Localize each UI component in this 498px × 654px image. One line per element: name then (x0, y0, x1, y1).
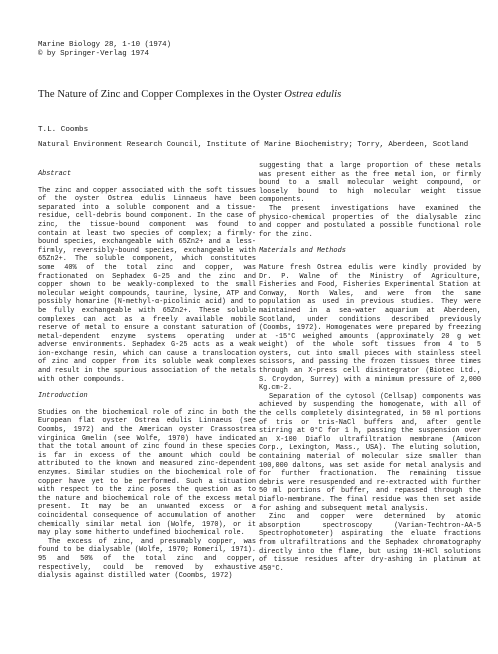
author-name: T.L. Coombs (38, 126, 89, 134)
article-title (38, 89, 341, 100)
journal-citation: Marine Biology 28, 1-10 (1974) (38, 41, 172, 49)
left-column (38, 170, 256, 581)
methods-paragraph-2: Separation of the cytosol (Cellsap) components was achieved by suspending the homogenate, with all of the cells completely disintegrated, in 50 ml portions of tris or tris-NaCl buffers and, after gentle stirring at 0°C for 1 h, passing the suspension over an X-100 Diaflo ultrafiltration membrane (Amicon Corp., Lexington, Mass., USA). The eluting solution, containing material of molecular size smaller than 100,000 daltons, was set aside for metal analysis and for further fractionation. The remaining tissue debris were resuspended and re-extracted with further 50 ml portions of buffer, and repassed through the Diaflo-membrane. The final residue was then set aside for ashing and subsequent metal analysis. (259, 392, 481, 513)
journal-header (38, 41, 171, 59)
methods-paragraph-1: Mature fresh Ostrea edulis were kindly provided by Dr. P. Walne of the Ministry of Agriculture, Fisheries and Food, Fisheries Experimental Station at Conway, North Wales, and were from the same population as used in previous studies. They were maintained in a sea-water aquarium at Aberdeen, Scotland, under conditions described previously (Coombs, 1972). Homogenates were prepared by freezing at -15°C weighed amounts (approximately 20 g wet weight) of the whole soft tissues from 4 to 5 oysters, cut into small pieces with stainless steel scissors, and passing the frozen tissues three times through an X-press cell disintegrator (Biotec Ltd., S. Croydon, Surrey) with a minimum pressure of 2,000 Kg.cm-2. (259, 263, 481, 393)
introduction-paragraph-3: suggesting that a large proportion of these metals was present either as the free metal ion, or firmly bound to a small molecular weight compound, or loosely bound to high molecular weight tissue components. (259, 162, 481, 205)
introduction-heading: Introduction (38, 392, 88, 401)
article-title-species: Ostrea edulis (284, 89, 342, 100)
introduction-paragraph-2: The excess of zinc, and presumably copper, was found to be dialysable (Wolfe, 1970; Romeril, 1971). 95 and 50% of the total zinc and copper, respectively, could be removed by exhaustive dialysis against distilled water (Coombs, 1972) (38, 537, 256, 581)
methods-heading: Materials and Methods (259, 247, 346, 256)
introduction-paragraph-1: Studies on the biochemical role of zinc in both the European flat oyster Ostrea edulis Linnaeus (see Coombs, 1972) and the American oyster Crassostrea virginica Gmelin (see Wolfe, 1970) have indicated that the total amount of zinc found in these species is far in excess of the amount which could be attributed to the known and measured zinc-dependent enzymes. Similar studies on the biochemical role of copper have yet to be performed. Such a situation with respect to the zinc poses the question as to the nature and biochemical role of the excess metal present. It may be an unwanted excess or a coincidental consequence of accumulation of another chemically similar metal ion (Wolfe, 1970), or it may play some hitherto undefined biochemical role. (38, 408, 256, 538)
abstract-text: The zinc and copper associated with the soft tissues of the oyster Ostrea edulis Linnaeus have been separated into a soluble component and a tissue-residue, cell-debris bound component. In the case of zinc, the tissue-bound component was found to contain at least two species of complex; a firmly-bound species, exchangeable with 65Zn2+ and a less-firmly, reversibly-bound species, exchangeable with 65Zn2+. The soluble component, which constitutes some 40% of the total zinc and copper, was fractionated on Sephadex G-25 and the zinc and copper shown to be weakly-complexed to the small molecular weight compounds, taurine, lysine, ATP and possibly homarine (N-methyl-α-picolinic acid) and to be fully exchangeable with 65Zn2+. These soluble complexes can act as a freely available mobile reserve of metal to ensure a constant saturation of metal-dependent enzyme systems operating under adverse environments. Sephadex G-25 acts as a weak ion-exchange resin, which can cause a translocation of zinc and copper from its soluble weak complexes and result in the spurious association of the metals with other compounds. (38, 186, 256, 384)
right-column (259, 162, 481, 573)
article-title-main: The Nature of Zinc and Copper Complexes in the Oyster (38, 89, 285, 100)
abstract-heading: Abstract (38, 170, 72, 178)
copyright-line: © by Springer-Verlag 1974 (38, 50, 149, 58)
introduction-paragraph-4: The present investigations have examined the physico-chemical properties of the dialysable zinc and copper and postulated a possible functional role for the zinc. (259, 204, 481, 239)
author-affiliation: Natural Environment Research Council, Institute of Marine Biochemistry; Torry, Aberdeen, Scotland (38, 141, 469, 149)
methods-paragraph-3: Zinc and copper were determined by atomic absorption spectroscopy (Varian-Techtron-AA-5 Spectrophotometer) aspirating the eluate fractions from ultrafiltrations and the Sephadex chromatography directly into the flame, but using 1N-HCl solutions of tissue residues after dry-ashing in platinum at 450°C. (259, 513, 481, 573)
